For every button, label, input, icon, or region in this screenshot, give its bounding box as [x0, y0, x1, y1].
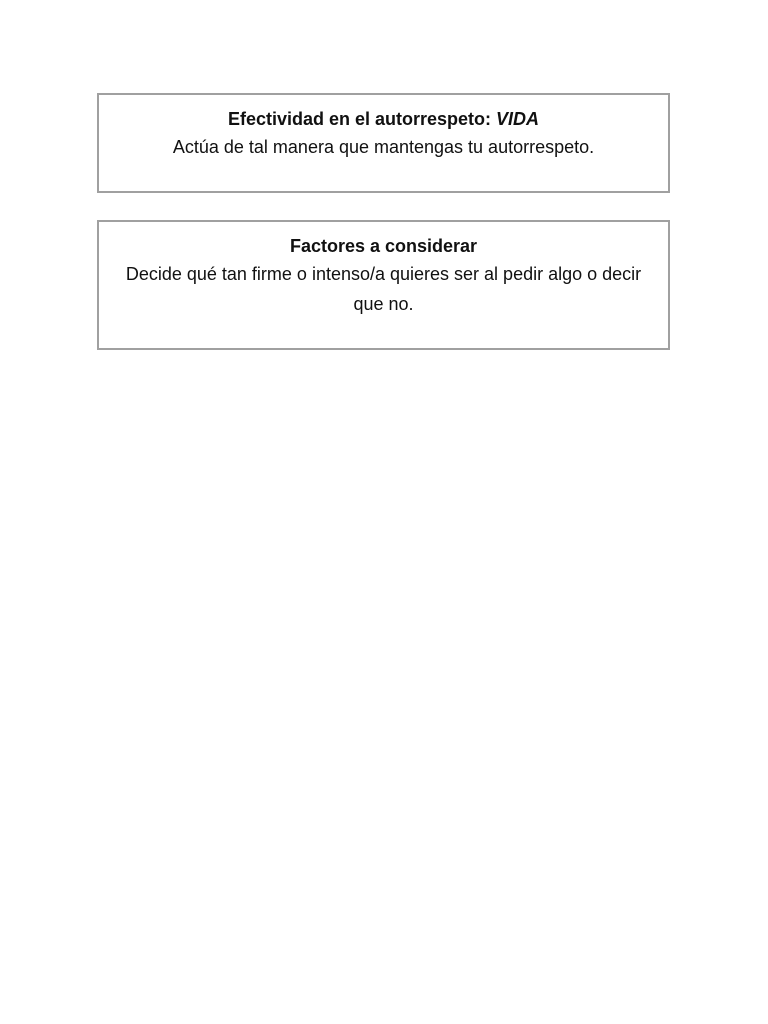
- box-body: Actúa de tal manera que mantengas tu autorrespeto.: [172, 137, 595, 157]
- info-box-factors: [97, 220, 670, 350]
- box-title-text: Efectividad en el autorrespeto:: [227, 109, 497, 129]
- box-title: Factores a considerar: [289, 236, 478, 256]
- info-box-self-respect: [97, 93, 670, 193]
- box-body: Decide qué tan firme o intenso/a quieres ser al pedir algo o decir que no.: [125, 264, 642, 314]
- box-title: [99, 108, 668, 130]
- box-title-emphasis: VIDA: [496, 109, 540, 129]
